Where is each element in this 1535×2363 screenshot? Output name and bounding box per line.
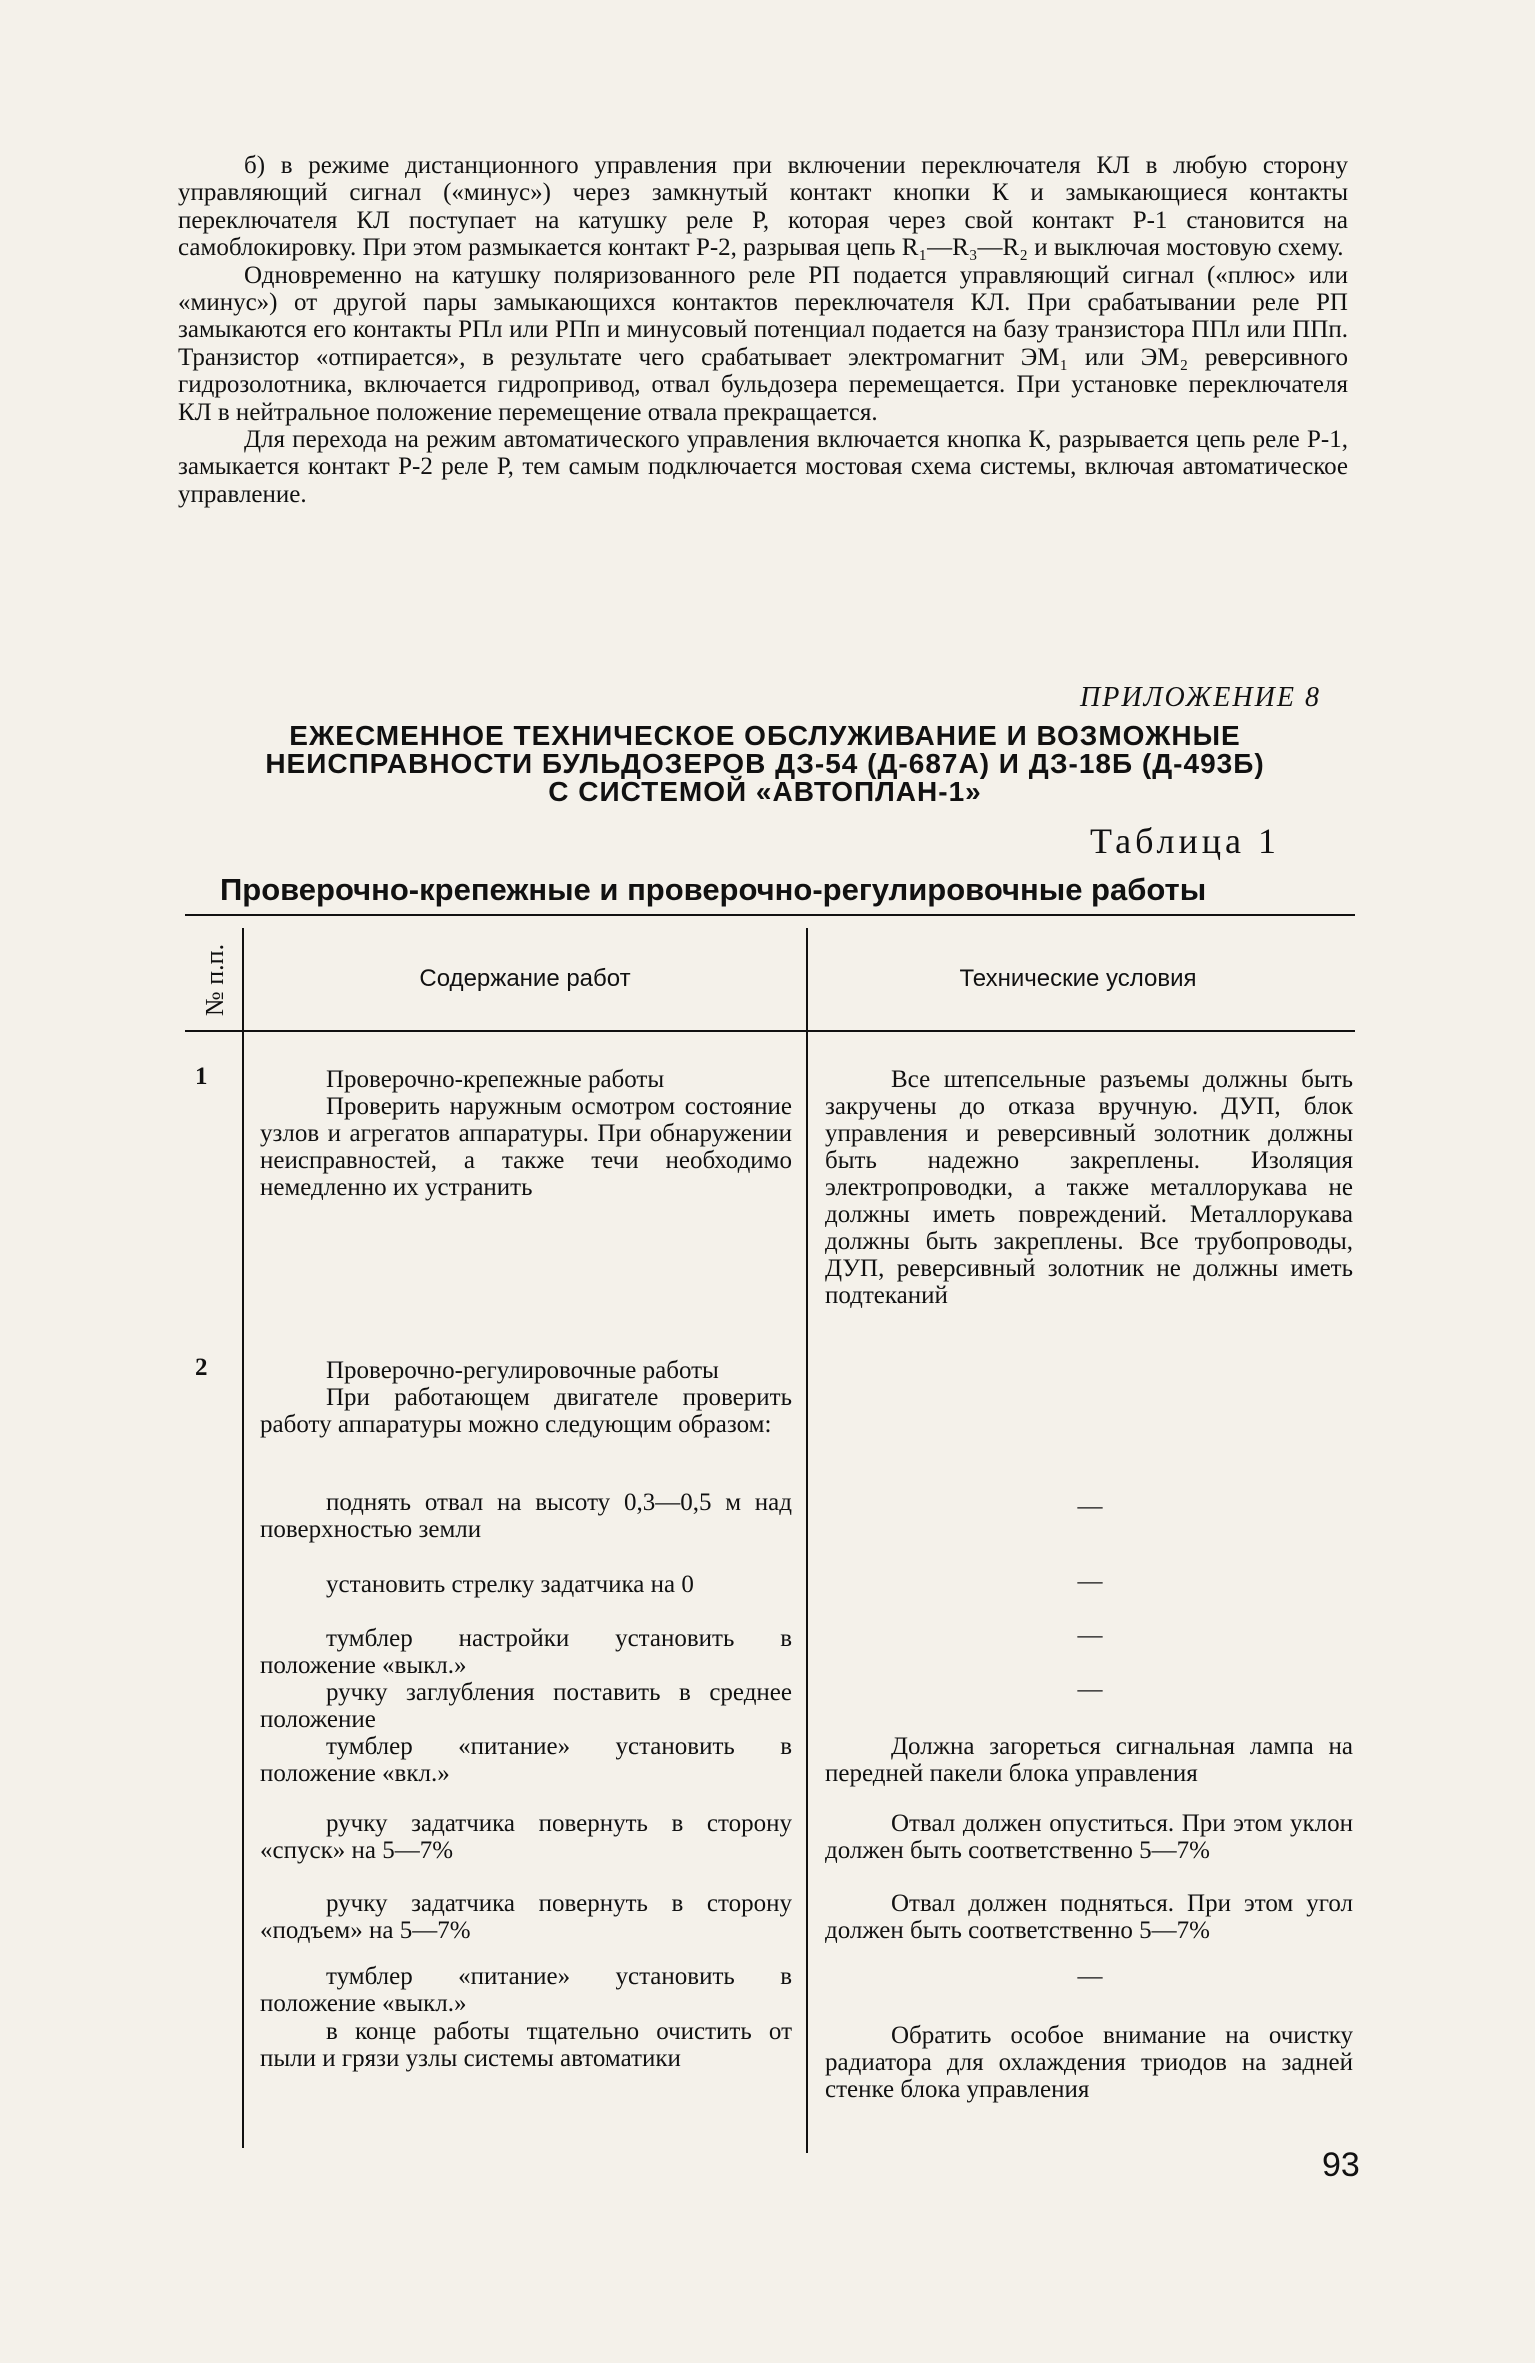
page-number: 93 bbox=[1322, 2146, 1360, 2184]
column-divider bbox=[806, 928, 808, 2153]
heading-line: С СИСТЕМОЙ «АВТОПЛАН-1» bbox=[548, 776, 982, 807]
intro-text bbox=[178, 152, 1348, 508]
row2-step bbox=[260, 1625, 792, 1679]
intro-paragraph: б) в режиме дистанционного управления при включении переключателя КЛ в любую сторону управляющий сигнал («минус») через замкнутый контакт кнопки К и замыкающиеся контакты переключателя КЛ поступает на катушку реле Р, которая через свой контакт Р-1 становится на самоблокировку. При этом размыкается контакт Р-2, разрывая цепь R₁—R₃—R₂ и выключая мостовую схему. bbox=[178, 152, 1348, 262]
row2-step bbox=[260, 1679, 792, 1733]
row2-result bbox=[825, 1890, 1353, 1944]
row2-result bbox=[825, 1810, 1353, 1864]
row1-work-title: Проверочно-крепежные работы bbox=[326, 1066, 665, 1093]
row2-result-dash: — bbox=[1077, 1568, 1103, 1595]
row2-step-text: установить стрелку задатчика на 0 bbox=[326, 1571, 694, 1598]
row2-result-dash: — bbox=[1077, 1676, 1103, 1703]
row2-step-text: поднять отвал на высоту 0,3—0,5 м над поверхностью земли bbox=[260, 1489, 792, 1543]
row2-step bbox=[260, 1810, 792, 1864]
row2-result bbox=[825, 2022, 1353, 2103]
row2-result-dash: — bbox=[1077, 1963, 1103, 1990]
header-conditions-column: Технические условия bbox=[959, 965, 1197, 992]
row2-result-text: Отвал должен опуститься. При этом уклон должен быть соответственно 5—7% bbox=[825, 1810, 1353, 1864]
row2-title-block bbox=[260, 1357, 792, 1438]
table-label: Таблица 1 bbox=[1090, 821, 1280, 861]
table-title: Проверочно-крепежные и проверочно-регулировочные работы bbox=[220, 872, 1207, 907]
row2-result-text: Обратить особое внимание на очистку радиатора для охлаждения триодов на задней стенке блока управления bbox=[825, 2022, 1353, 2103]
intro-paragraph: Для перехода на режим автоматического управления включается кнопка К, разрывается цепь реле Р-1, замыкается контакт Р-2 реле Р, тем самым подключается мостовая схема системы, включая автоматическое управление. bbox=[178, 426, 1348, 508]
table-header-rule bbox=[185, 1030, 1355, 1032]
row2-step bbox=[260, 1733, 792, 1787]
row2-step bbox=[260, 1571, 792, 1598]
row2-step bbox=[260, 1963, 792, 2017]
row2-result-dash: — bbox=[1077, 1622, 1103, 1649]
row1-conditions bbox=[825, 1066, 1353, 1309]
row1-conditions-text: Все штепсельные разъемы должны быть закручены до отказа вручную. ДУП, блок управления и реверсивный золотник должны быть надежно закреплены. Изоляция электропроводки, а также металлорукава не должны иметь повреждений. Металлорукава должны быть закреплены. Все трубопроводы, ДУП, реверсивный золотник не должны иметь подтеканий bbox=[825, 1066, 1353, 1309]
row2-step bbox=[260, 1489, 792, 1543]
row2-step bbox=[260, 2018, 792, 2072]
row2-work-title: Проверочно-регулировочные работы bbox=[326, 1357, 719, 1384]
row2-step bbox=[260, 1890, 792, 1944]
heading-line: НЕИСПРАВНОСТИ БУЛЬДОЗЕРОВ ДЗ-54 (Д-687А) И ДЗ-18Б (Д-493Б) bbox=[265, 748, 1265, 779]
row2-work-intro: При работающем двигателе проверить работу аппаратуры можно следующим образом: bbox=[260, 1384, 792, 1438]
row2-step-text: в конце работы тщательно очистить от пыли и грязи узлы системы автоматики bbox=[260, 2018, 792, 2072]
row2-step-text: тумблер настройки установить в положение «выкл.» bbox=[260, 1625, 792, 1679]
heading-line: ЕЖЕСМЕННОЕ ТЕХНИЧЕСКОЕ ОБСЛУЖИВАНИЕ И ВОЗМОЖНЫЕ bbox=[289, 720, 1241, 751]
row2-step-text: тумблер «питание» установить в положение «выкл.» bbox=[260, 1963, 792, 2017]
column-divider bbox=[242, 928, 244, 2148]
appendix-label: ПРИЛОЖЕНИЕ 8 bbox=[1080, 682, 1321, 713]
row2-result-text: Должна загореться сигнальная лампа на передней пакели блока управления bbox=[825, 1733, 1353, 1787]
appendix-heading bbox=[200, 722, 1330, 806]
header-number-label: № п.п. bbox=[199, 943, 229, 1017]
row2-step-text: ручку задатчика повернуть в сторону «подъем» на 5—7% bbox=[260, 1890, 792, 1944]
row2-step-text: ручку задатчика повернуть в сторону «спуск» на 5—7% bbox=[260, 1810, 792, 1864]
row2-result-dash: — bbox=[1077, 1493, 1103, 1520]
row2-step-text: ручку заглубления поставить в среднее положение bbox=[260, 1679, 792, 1733]
row-number: 1 bbox=[195, 1063, 208, 1090]
row2-step-text: тумблер «питание» установить в положение «вкл.» bbox=[260, 1733, 792, 1787]
row2-result-text: Отвал должен подняться. При этом угол должен быть соответственно 5—7% bbox=[825, 1890, 1353, 1944]
header-work-column: Содержание работ bbox=[419, 965, 631, 992]
row2-result bbox=[825, 1733, 1353, 1787]
row-number: 2 bbox=[195, 1354, 208, 1381]
table-top-rule bbox=[185, 914, 1355, 916]
row1-work bbox=[260, 1066, 792, 1201]
intro-paragraph: Одновременно на катушку поляризованного реле РП подается управляющий сигнал («плюс» или «минус») от другой пары замыкающихся контактов переключателя КЛ. При срабатывании реле РП замыкаются его контакты РПл или РПп и минусовый потенциал подается на базу транзистора ППл или ППп. Транзистор «отпирается», в результате чего срабатывает электромагнит ЭМ₁ или ЭМ₂ реверсивного гидрозолотника, включается гидропривод, отвал бульдозера перемещается. При установке переключателя КЛ в нейтральное положение перемещение отвала прекращается. bbox=[178, 261, 1348, 426]
row1-work-text: Проверить наружным осмотром состояние узлов и агрегатов аппаратуры. При обнаружении неисправностей, а также течи необходимо немедленно их устранить bbox=[260, 1093, 792, 1201]
